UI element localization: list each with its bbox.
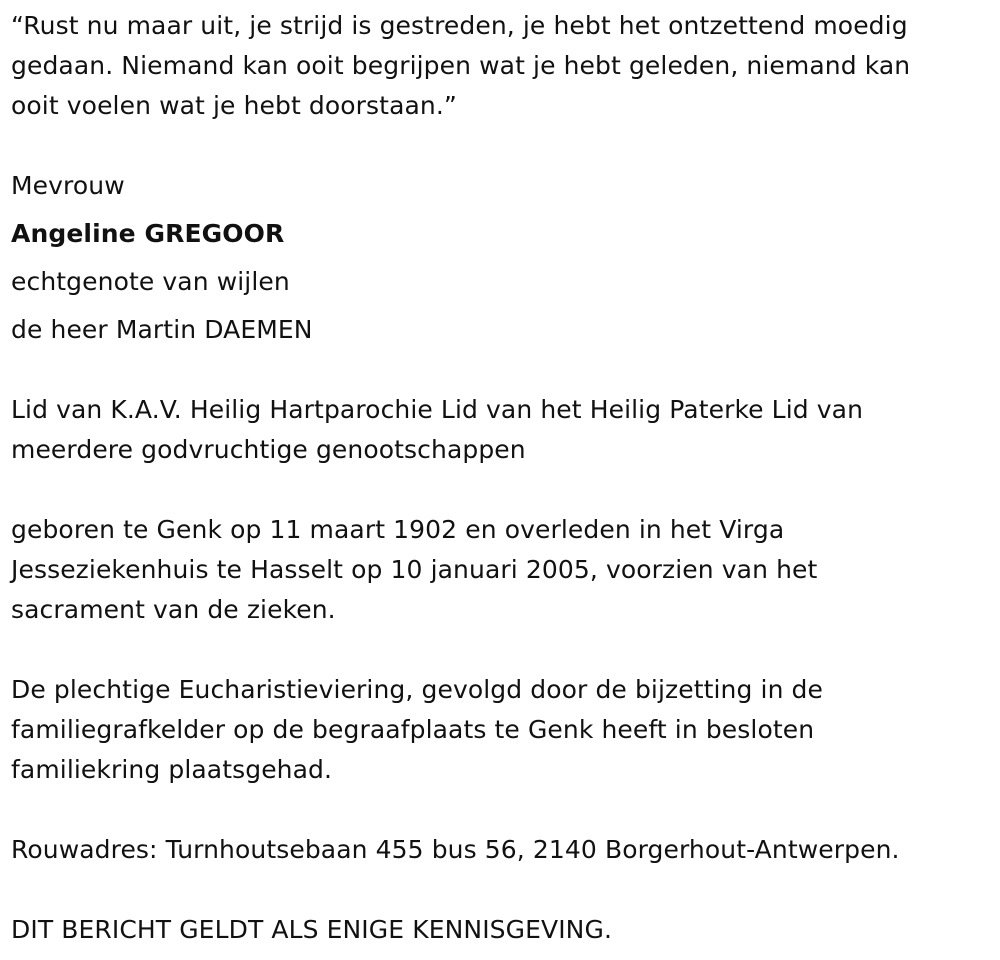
mourning-address: Rouwadres: Turnhoutsebaan 455 bus 56, 2140 Borgerhout-Antwerpen. xyxy=(11,835,900,864)
ceremony-line: De plechtige Eucharistieviering, gevolgd door de bijzetting in de xyxy=(11,675,824,704)
notice-text: DIT BERICHT GELDT ALS ENIGE KENNISGEVING. xyxy=(11,915,612,944)
ceremony-line: familiekring plaatsgehad. xyxy=(11,755,333,784)
membership-line: Lid van K.A.V. Heilig Hartparochie Lid van het Heilig Paterke Lid van xyxy=(11,395,864,424)
salutation: Mevrouw xyxy=(11,171,125,200)
quote-line: gedaan. Niemand kan ooit begrijpen wat je hebt geleden, niemand kan xyxy=(11,51,911,80)
deceased-name: Angeline GREGOOR xyxy=(11,219,285,248)
life-paragraph xyxy=(11,510,986,630)
spouse-name: de heer Martin DAEMEN xyxy=(11,315,313,344)
quote-line: “Rust nu maar uit, je strijd is gestreden, je hebt het ontzettend moedig xyxy=(11,11,908,40)
quote-paragraph xyxy=(11,6,986,126)
deceased-block xyxy=(11,166,986,350)
address-paragraph xyxy=(11,830,986,870)
ceremony-line: familiegrafkelder op de begraafplaats te Genk heeft in besloten xyxy=(11,715,815,744)
life-line: Jesseziekenhuis te Hasselt op 10 januari 2005, voorzien van het xyxy=(11,555,818,584)
notice-paragraph xyxy=(11,910,986,950)
relation-text: echtgenote van wijlen xyxy=(11,267,290,296)
quote-line: ooit voelen wat je hebt doorstaan.” xyxy=(11,91,457,120)
ceremony-paragraph xyxy=(11,670,986,790)
life-line: geboren te Genk op 11 maart 1902 en overleden in het Virga xyxy=(11,515,785,544)
life-line: sacrament van de zieken. xyxy=(11,595,336,624)
obituary-document xyxy=(11,6,986,950)
memberships-paragraph xyxy=(11,390,986,470)
membership-line: meerdere godvruchtige genootschappen xyxy=(11,435,526,464)
